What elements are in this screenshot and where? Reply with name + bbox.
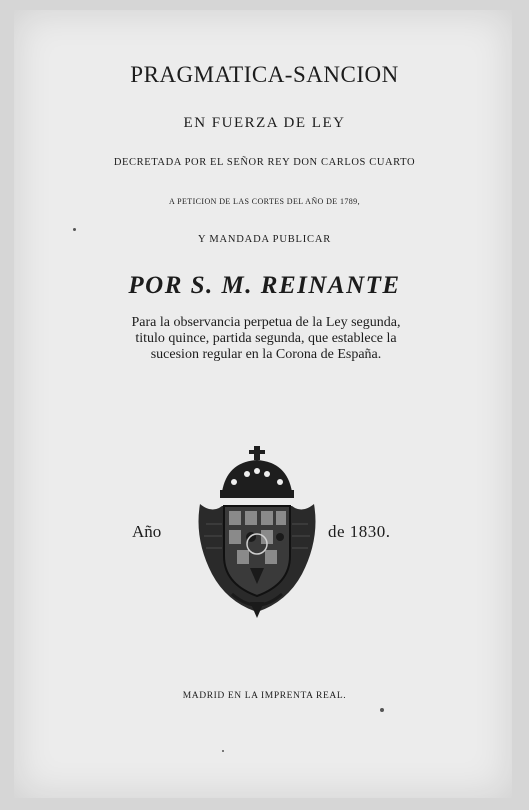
reigning-majesty-line: POR S. M. REINANTE bbox=[128, 272, 401, 299]
purpose-paragraph: Para la observancia perpetua de la Ley segunda, titulo quince, partida segunda, que establece la sucesion regular en la Corona de España. bbox=[131, 315, 401, 362]
petition-line: A PETICION DE LAS CORTES DEL AÑO DE 1789, bbox=[169, 197, 360, 206]
publication-line: Y MANDADA PUBLICAR bbox=[197, 234, 332, 245]
subtitle-force-of-law: EN FUERZA DE LEY bbox=[183, 115, 346, 131]
ink-speck bbox=[73, 228, 76, 231]
year-label: Año bbox=[132, 522, 162, 541]
year-value: de 1830. bbox=[328, 522, 391, 541]
ink-speck bbox=[380, 708, 384, 712]
printer-imprint: MADRID EN LA IMPRENTA REAL. bbox=[182, 691, 347, 701]
royal-coat-of-arms-icon bbox=[192, 444, 322, 619]
decree-line: DECRETADA POR EL SEÑOR REY DON CARLOS CUARTO bbox=[113, 157, 416, 168]
ink-speck bbox=[222, 750, 224, 752]
document-title: PRAGMATICA-SANCION bbox=[130, 62, 399, 87]
